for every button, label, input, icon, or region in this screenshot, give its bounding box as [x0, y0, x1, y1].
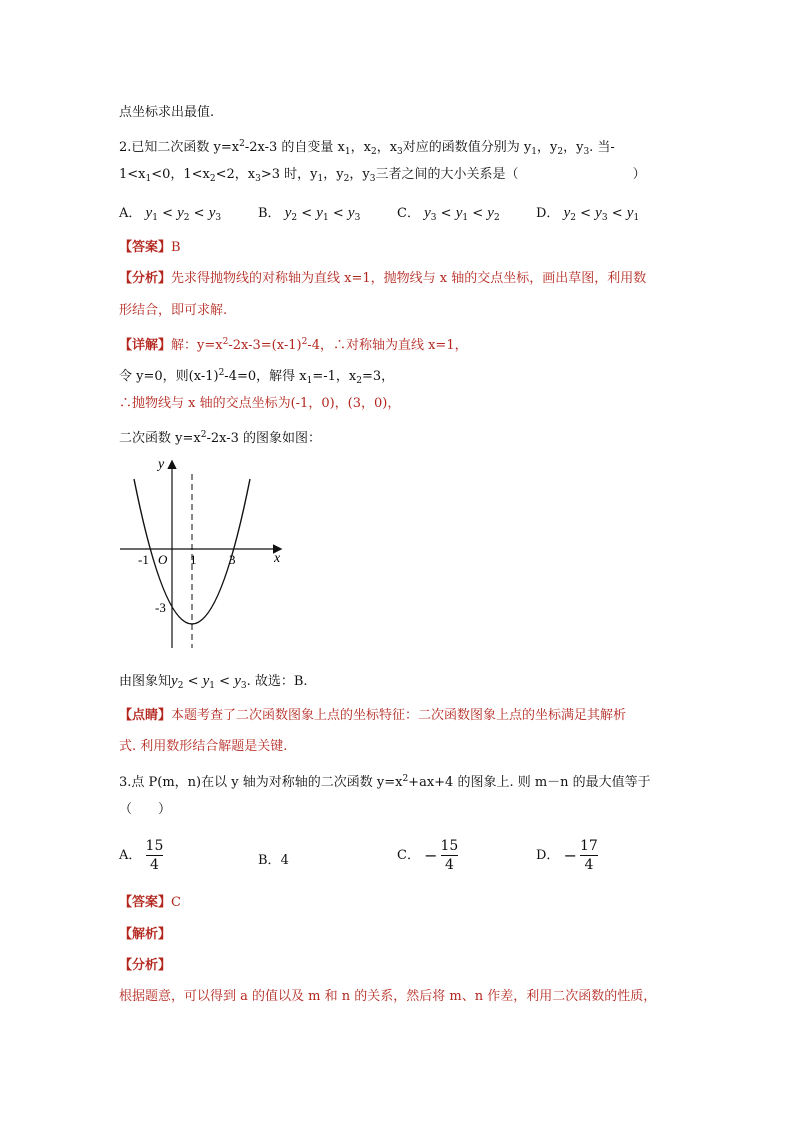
- q2-l2-f: ，y: [349, 167, 370, 182]
- frac-den: 4: [444, 857, 454, 873]
- analysis-tag: 【分析】: [119, 958, 172, 973]
- option-var: y: [177, 205, 184, 221]
- detail-sub: 2: [356, 376, 362, 386]
- q2-detail-line2: [119, 364, 394, 390]
- q2-l2-e: ，y: [323, 167, 344, 182]
- tick-neg3: -3: [155, 600, 166, 615]
- q2-l2-b: <0，1<x: [151, 167, 210, 182]
- option-var: y: [284, 205, 292, 221]
- option-sign: −: [563, 846, 577, 865]
- tick-3: 3: [229, 552, 236, 567]
- detail-text: 二次函数 y=x: [119, 431, 201, 446]
- option-sub: 3: [430, 213, 437, 223]
- analysis-text: 形结合，即可求解.: [119, 303, 228, 318]
- q2-stem-f: ，y: [536, 140, 558, 155]
- detail-text: -2x-3=(x-1): [228, 338, 302, 353]
- detail-text: 令 y=0，则(x-1): [119, 369, 219, 384]
- comment-text: 本题考查了二次函数图象上点的坐标特征：二次函数图象上点的坐标满足其解析: [171, 708, 627, 723]
- q2-sub: 2: [557, 147, 564, 157]
- detail-sq: 2: [222, 337, 229, 347]
- conclusion-lt: <: [187, 674, 199, 689]
- q2-detail-line3: [119, 395, 400, 413]
- intro-line: [119, 104, 214, 122]
- y-label: y: [158, 457, 165, 472]
- analysis-text: 根据题意，可以得到 a 的值以及 m 和 n 的关系，然后将 m、n 作差，利用二次函数的性质，: [119, 989, 657, 1004]
- option-value: 4: [280, 853, 289, 868]
- option-label: B．: [258, 206, 281, 221]
- frac-bar: [441, 855, 459, 856]
- q2-sub: 3: [583, 147, 590, 157]
- q2-conclusion-line: [119, 672, 308, 695]
- comment-tag: 【点睛】: [119, 708, 172, 723]
- option-var: y: [626, 205, 634, 221]
- tick-neg1: -1: [138, 552, 149, 567]
- option-sub: 3: [354, 213, 361, 223]
- q2-sub: 1: [344, 147, 351, 157]
- frac-num: 15: [145, 838, 164, 854]
- q2-stem-h: . 当-: [589, 140, 615, 155]
- option-sub: 3: [215, 213, 222, 223]
- q2-option-b[interactable]: [258, 202, 360, 223]
- q2-stem-c: ，x: [350, 140, 371, 155]
- option-sub: 2: [570, 213, 576, 223]
- parabola-graph: [112, 452, 292, 657]
- q2-comment-line1: [119, 707, 626, 725]
- q2-paren-close: ）: [632, 167, 646, 182]
- q2-stem-d: ，x: [376, 140, 398, 155]
- q2-stem-line1: [119, 135, 615, 161]
- intro-text: 点坐标求出最值.: [119, 105, 215, 120]
- x-label: x: [274, 551, 281, 566]
- option-label: A．: [119, 206, 142, 221]
- frac-bar: [580, 855, 598, 856]
- q2-answer-line: [119, 239, 181, 257]
- option-sub: 2: [291, 213, 298, 223]
- q2-stem-e: 对应的函数值分别为 y: [402, 140, 532, 155]
- option-sub: 1: [633, 213, 640, 223]
- q2-number: 2.: [119, 140, 132, 155]
- option-sub: 1: [322, 213, 329, 223]
- detail-text: -4=0，解得 x: [224, 369, 307, 384]
- frac-den: 4: [149, 857, 159, 873]
- option-var: y: [145, 205, 153, 221]
- frac-num: 17: [579, 838, 598, 854]
- option-lt: <: [301, 206, 313, 221]
- q2-stem-a: 已知二次函数 y=x: [131, 140, 240, 155]
- option-lt: <: [332, 206, 344, 221]
- q3-option-d[interactable]: [536, 838, 598, 873]
- option-lt: <: [162, 206, 173, 221]
- option-label: C．: [397, 848, 420, 863]
- q2-sub: 3: [369, 174, 376, 184]
- option-label: C．: [397, 206, 420, 221]
- conclusion-var: y: [234, 673, 241, 689]
- q3-analysis-line1: [119, 988, 656, 1006]
- detail-text: 解：y=x: [171, 338, 223, 353]
- q2-comment-line2: [119, 738, 287, 756]
- q3-option-a[interactable]: [119, 838, 163, 873]
- detail-text: =3，: [361, 369, 395, 384]
- option-lt: <: [611, 206, 623, 221]
- conclusion-var: y: [171, 673, 178, 689]
- solution-tag: 【解析】: [119, 927, 172, 942]
- conclusion-var: y: [202, 673, 210, 689]
- detail-sq: 2: [200, 430, 207, 440]
- detail-tag: 【详解】: [119, 338, 172, 353]
- detail-text: =-1，x: [312, 369, 357, 384]
- option-fraction: [580, 838, 598, 873]
- conclusion-text: . 故选：B.: [246, 674, 308, 689]
- option-sign: −: [424, 846, 438, 865]
- q2-l2-g: 三者之间的大小关系是（: [375, 167, 519, 182]
- q2-sub: 2: [209, 174, 216, 184]
- q2-sub: 2: [343, 174, 350, 184]
- q2-analysis-line1: [119, 270, 646, 288]
- conclusion-lt: <: [219, 674, 231, 689]
- analysis-text: 先求得抛物线的对称轴为直线 x=1，抛物线与 x 轴的交点坐标，画出草图，利用数: [171, 271, 647, 286]
- option-fraction: [146, 838, 164, 873]
- conclusion-sub: 2: [177, 681, 184, 691]
- frac-bar: [146, 855, 164, 856]
- q2-l2-c: <2，x: [215, 167, 256, 182]
- q2-analysis-line2: [119, 302, 227, 320]
- analysis-tag: 【分析】: [119, 271, 172, 286]
- answer-value: B: [171, 240, 181, 255]
- conclusion-sub: 3: [240, 681, 247, 691]
- q2-stem-sq: 2: [239, 139, 245, 149]
- q2-sub: 3: [397, 147, 403, 157]
- q2-sub: 1: [317, 174, 324, 184]
- q3-option-b[interactable]: [258, 849, 289, 868]
- option-lt: <: [580, 206, 592, 221]
- q3-analysis-tag-line: [119, 957, 171, 975]
- q2-stem-g: ，y: [563, 140, 584, 155]
- option-label: D．: [536, 206, 560, 221]
- q2-l2-d: >3 时，y: [260, 167, 318, 182]
- comment-text: 式. 利用数形结合解题是关键.: [119, 739, 288, 754]
- q3-stem-sq: 2: [402, 774, 409, 784]
- detail-text: -4，∴对称轴为直线 x=1，: [307, 338, 468, 353]
- option-sub: 3: [601, 213, 608, 223]
- answer-tag: 【答案】: [119, 895, 172, 910]
- detail-sub: 1: [306, 376, 313, 386]
- option-sub: 2: [183, 213, 190, 223]
- q3-stem-line2: [119, 801, 171, 819]
- q3-stem-b: +ax+4 的图象上. 则 m－n 的最大值等于: [408, 775, 651, 790]
- q2-sub: 1: [145, 174, 152, 184]
- option-sub: 1: [152, 213, 158, 223]
- q2-option-d[interactable]: [536, 202, 639, 223]
- option-label: B．: [258, 853, 281, 868]
- option-lt: <: [472, 206, 484, 221]
- q3-answer-line: [119, 894, 181, 912]
- option-sub: 1: [462, 213, 469, 223]
- option-var: y: [487, 205, 494, 221]
- q3-stem-a: 3.点 P(m，n)在以 y 轴为对称轴的二次函数 y=x: [119, 775, 403, 790]
- option-var: y: [455, 205, 463, 221]
- tick-1: 1: [190, 552, 197, 567]
- detail-text: ∴抛物线与 x 轴的交点坐标为(-1，0)，(3，0)，: [119, 396, 401, 411]
- q2-l2-a: 1<x: [119, 167, 146, 182]
- q2-stem-b: -2x-3 的自变量 x: [244, 140, 345, 155]
- origin-label: O: [158, 552, 168, 567]
- option-lt: <: [193, 206, 205, 221]
- q2-stem-line2: [119, 166, 646, 188]
- option-label: A．: [119, 848, 142, 863]
- detail-sq: 2: [218, 368, 225, 378]
- option-var: y: [347, 205, 355, 221]
- option-var: y: [563, 205, 571, 221]
- option-var: y: [208, 205, 216, 221]
- frac-num: 15: [440, 838, 459, 854]
- q2-sub: 1: [531, 147, 537, 157]
- option-lt: <: [440, 206, 452, 221]
- q2-option-c[interactable]: [397, 202, 500, 223]
- option-var: y: [316, 205, 323, 221]
- q3-paren: （ ）: [119, 802, 172, 817]
- q2-detail-line1: [119, 333, 468, 355]
- option-var: y: [424, 205, 431, 221]
- q2-sub: 2: [370, 147, 377, 157]
- option-label: D．: [536, 848, 560, 863]
- detail-text: -2x-3 的图象如图：: [206, 431, 322, 446]
- detail-sq: 2: [301, 337, 308, 347]
- q2-detail-line4: [119, 426, 321, 448]
- q2-option-a[interactable]: [119, 202, 221, 223]
- q3-solution-line: [119, 926, 171, 944]
- q3-option-c[interactable]: [397, 838, 458, 873]
- conclusion-text: 由图象知: [119, 674, 172, 689]
- option-sub: 2: [493, 213, 500, 223]
- option-var: y: [595, 205, 602, 221]
- answer-tag: 【答案】: [119, 240, 172, 255]
- frac-den: 4: [584, 857, 594, 873]
- conclusion-sub: 1: [209, 681, 216, 691]
- q2-sub: 3: [255, 174, 261, 184]
- option-fraction: [441, 838, 459, 873]
- q3-stem-line1: [119, 770, 651, 792]
- answer-value: C: [171, 895, 181, 910]
